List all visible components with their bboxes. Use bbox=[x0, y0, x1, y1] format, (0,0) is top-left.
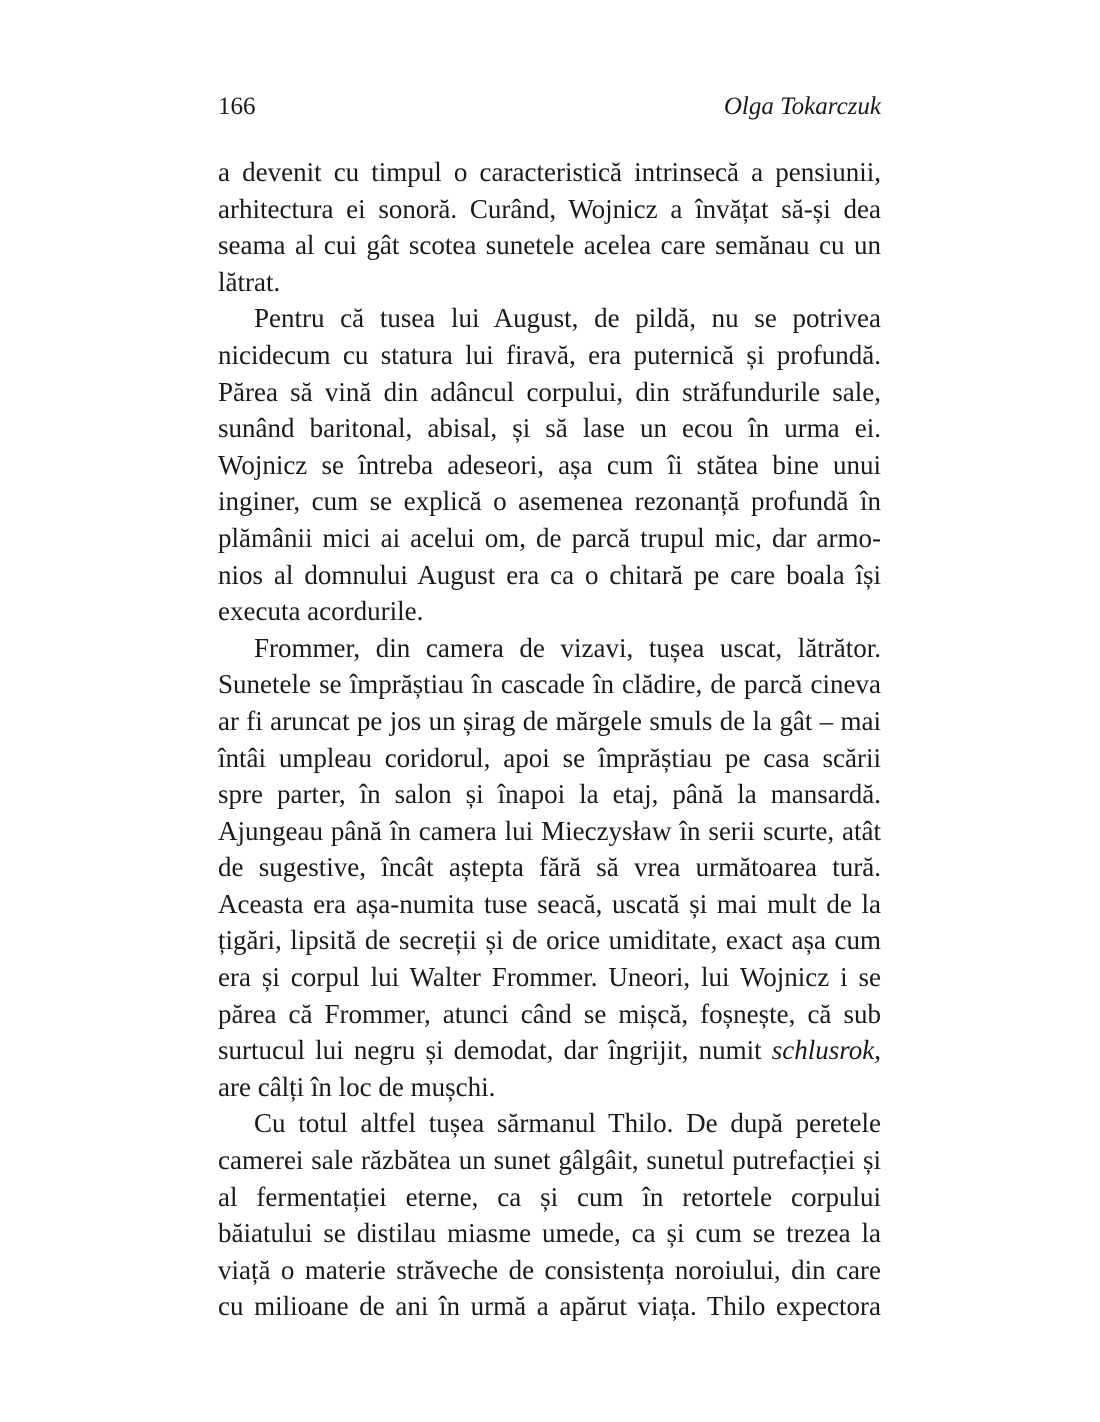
paragraph-1: a devenit cu timpul o caracteristică intrinsecă a pensiunii, arhitectura ei sonoră. Curând, Wojnicz a învățat să-și dea seama al cui gât scotea sunetele acelea care semănau cu un lătrat. bbox=[218, 157, 881, 297]
paragraph-3-text-a: Frommer, din camera de vizavi, tușea uscat, lătrător. Sunetele se împrăștiau în cascade în clădire, de parcă cineva ar fi aruncat pe jos un șirag de mărgele smuls de la gât – mai întâi umpleau coridorul, apoi se împrăștiau pe casa scării spre parter, în salon și înapoi la etaj, până la mansardă. Ajungeau până în camera lui Mieczysław în serii scurte, atât de sugestive, încât aștepta fără să vrea următoarea tură. Aceasta era așa-numita tuse seacă, uscată și mai mult de la țigări, lipsită de secreții și de orice umiditate, exact așa cum era și corpul lui Walter Frommer. Uneori, lui Wojnicz i se părea că Frommer, atunci când se mișcă, foșnește, că sub surtucul lui negru și demodat, dar îngrijit, numit bbox=[218, 632, 881, 1066]
italic-term: schlusrok bbox=[771, 1035, 875, 1066]
body-text bbox=[218, 154, 881, 1325]
paragraph-4: Cu totul altfel tușea sărmanul Thilo. De după peretele camerei sale răzbătea un sunet gâlgâit, sunetul putrefacției și al fermentației eterne, ca și cum în retortele corpului băiatului se distilau miasme umede, ca și cum se trezea la viață o materie străveche de consistența noroiului, din care cu milioane de ani în urmă a apărut viața. Thilo expectora bbox=[218, 1108, 881, 1322]
paragraph-3 bbox=[218, 630, 881, 1106]
running-head-author: Olga Tokarczuk bbox=[723, 93, 881, 120]
paragraph-2: Pentru că tusea lui August, de pildă, nu se potrivea nicidecum cu statura lui firavă, era puternică și profundă. Părea să vină din adâncul corpului, din străfundurile sale, sunând baritonal, abisal, și să lase un ecou în urma ei. Wojnicz se întreba adeseori, așa cum îi stătea bine unui inginer, cum se explică o asemenea rezonanță profundă în plămânii mici ai acelui om, de parcă trupul mic, dar armo-nios al domnului August era ca o chitară pe care boala își executa acordurile. bbox=[218, 303, 881, 627]
page-number: 166 bbox=[218, 93, 256, 120]
paragraph-3-text-b: , are câlți în loc de mușchi. bbox=[218, 1035, 881, 1102]
